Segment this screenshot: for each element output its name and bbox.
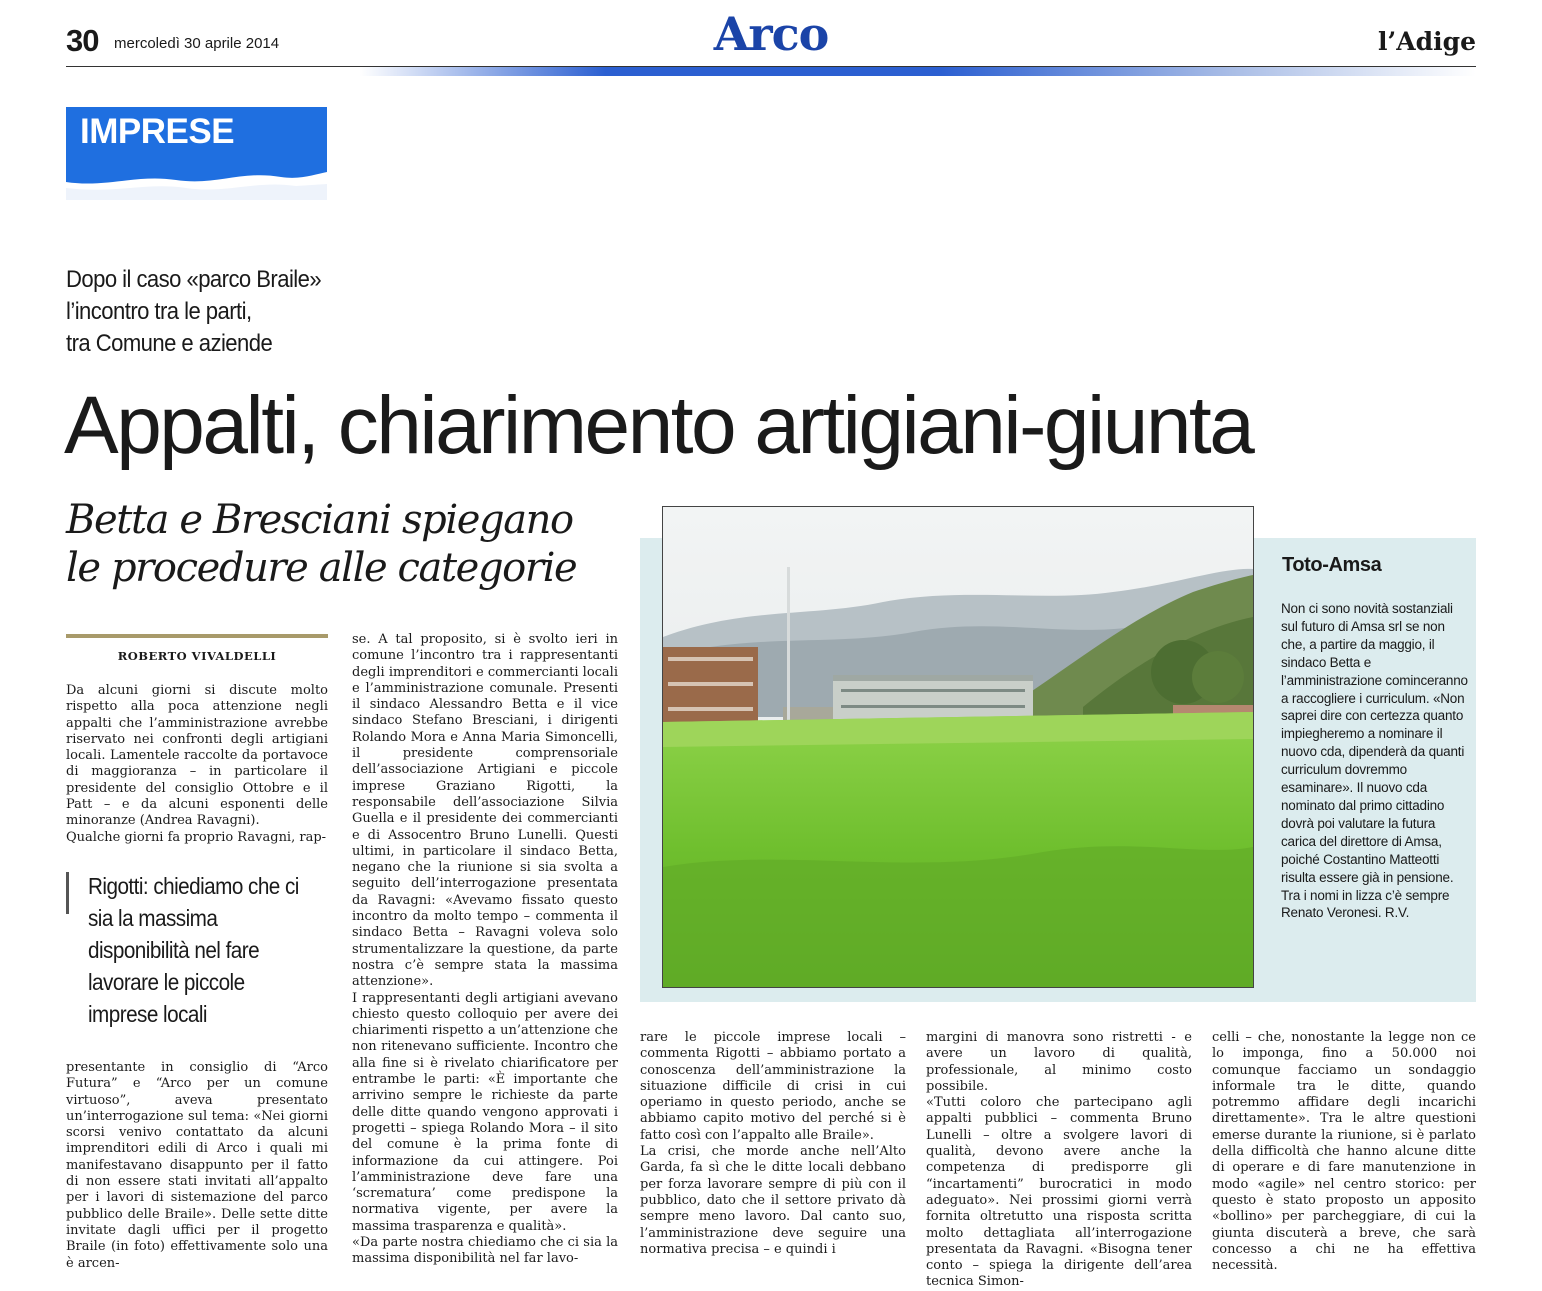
page-date: mercoledì 30 aprile 2014 xyxy=(114,35,280,52)
kicker-wave-edge xyxy=(66,168,327,200)
overline-line: l’incontro tra le parti, xyxy=(66,298,252,325)
article-column-1-top xyxy=(66,683,328,846)
paragraph: margini di manovra sono ristretti - e avere un lavoro di qualità, professionale, al minimo costo possibile. xyxy=(926,1030,1192,1094)
paragraph: presentante in consiglio di “Arco Futura” e “Arco per un comune virtuoso”, aveva presentato un’interrogazione sul tema: «Nei giorni scorsi venivo contattato da alcuni imprenditori edili di Arco i quali mi manifestavano disappunto per il fatto di non essere stati invitati all’appalto per i lavori di sistemazione del parco pubblico delle Braile». Delle sette ditte invitate dagli uffici per il progetto Braile (in foto) effettivamente solo una è arcen- xyxy=(66,1060,328,1271)
overline-line: Dopo il caso «parco Braile» xyxy=(66,266,322,293)
newspaper-name: l’Adige xyxy=(1378,27,1476,56)
paragraph: celli – che, nonostante la legge non ce lo imponga, fino a 50.000 noi comunque facciamo un sondaggio informale tra le ditte, quando potremmo affidare degli incarichi direttamente». Tra le altre questioni emerse durante la riunione, si è parlato della difficoltà che hanno alcune ditte di operare e di fare manutenzione in modo «agile» nel centro storico: per questo è stato proposto un apposito «bollino» per parcheggiare, di cui la giunta discuterà a breve, che sarà concesso a chi ne ha effettiva necessità. xyxy=(1212,1030,1476,1274)
sidebar-text: Non ci sono novità sostanziali sul futuro di Amsa srl se non che, a partire da maggio, il sindaco Betta e l’amministrazione cominceranno a raccogliere i curriculum. «Non saprei dire con certezza quanto impiegheremo a nominare il nuovo cda, dipenderà da quanti curriculum dovremmo esaminare». Il nuovo cda nominato dal primo cittadino dovrà poi valutare la futura carica del direttore di Amsa, poiché Costantino Matteotti risulta essere già in pensione. Tra i nomi in lizza c’è sempre Renato Veronesi. R.V. xyxy=(1281,601,1468,921)
paragraph: «Tutti coloro che partecipano agli appalti pubblici – commenta Bruno Lunelli – oltre a svolgere lavori di qualità, devono avere anche la competenza di predisporre gli “incartamenti” burocratici in modo adeguato». Nei prossimi giorni verrà fornita oltretutto una risposta scritta molto dettagliata all’interrogazione presentata da Ravagni. «Bisogna tener conto – spiega la dirigente dell’area tecnica Simon- xyxy=(926,1095,1192,1290)
section-title: Arco xyxy=(713,7,829,61)
paragraph: I rappresentanti degli artigiani avevano chiesto questo colloquio per avere dei chiarimenti rispetto a un’attenzione che non ritenevano sufficiente. Incontro che alla fine si è rivelato chiarificatore per entrambe le parti: «È importante che arrivino sempre le richieste da parte delle ditte quando vengono approvati i progetti – spiega Rolando Mora – il sito del comune è la prima fonte di informazione da cui attingere. Poi l’amministrazione deve fare una ‘scrematura’ come predispone la normativa vigente, per avere la massima trasparenza e qualità». xyxy=(352,990,618,1234)
paragraph: rare le piccole imprese locali – commenta Rigotti – abbiamo portato a conoscenza dell’amministrazione la situazione difficile di crisi in cui operiamo in questo periodo, anche se abbiamo capito motivo del perché si è fatto così con l’appalto alle Braile». xyxy=(640,1030,906,1143)
kicker-label: IMPRESE xyxy=(80,112,235,151)
subheadline xyxy=(66,496,636,592)
paragraph: La crisi, che morde anche nell’Alto Garda, fa sì che le ditte locali debbano per forza lavorare sempre di più con il pubblico, dato che il settore privato dà sempre meno lavoro. Dal canto suo, l’amministrazione deve seguire una normativa precisa – e quindi i xyxy=(640,1144,906,1257)
byline: ROBERTO VIVALDELLI xyxy=(117,649,277,663)
article-column-5 xyxy=(1212,1030,1476,1274)
byline-rule xyxy=(66,634,328,638)
article-column-2 xyxy=(352,632,618,1268)
landscape-image xyxy=(663,507,1253,987)
subheadline-line: Betta e Bresciani spiegano xyxy=(66,497,573,543)
masthead-color-bar xyxy=(360,67,1476,76)
pull-quote-bar xyxy=(66,872,69,914)
overline-line: tra Comune e aziende xyxy=(66,330,273,357)
sidebar-title: Toto-Amsa xyxy=(1282,554,1382,576)
article-column-1-bottom xyxy=(66,1060,328,1272)
paragraph: se. A tal proposito, si è svolto ieri in comune l’incontro tra i rappresentanti degli imprenditori e commercianti locali e l’amministrazione comunale. Presenti il sindaco Alessandro Betta e il vice sindaco Stefano Bresciani, i dirigenti Rolando Mora e Anna Maria Simoncelli, il presidente comprensoriale dell’associazione Artigiani e piccole imprese Graziano Rigotti, la responsabile dell’associazione Silvia Guella e il presidente dei commercianti e di Assocentro Bruno Lunelli. Questi ultimi, in particolare il sindaco Betta, negano che la riunione si sia svolta a seguito dell’interrogazione presentata da Ravagni: «Avevamo fissato questo incontro da molto tempo – commenta il sindaco Betta – Ravagni voleva solo strumentalizzare la questione, da parte nostra c’è sempre stata la massima attenzione». xyxy=(352,632,618,990)
paragraph: «Da parte nostra chiediamo che ci sia la massima disponibilità nel far lavo- xyxy=(352,1234,618,1267)
photo-parco-braile xyxy=(662,506,1254,988)
page-number: 30 xyxy=(66,23,99,58)
paragraph: Da alcuni giorni si discute molto rispetto alla poca attenzione negli appalti che l’amministrazione avrebbe riservato nei confronti degli artigiani locali. Lamentele raccolte da portavoce di maggioranza – in particolare il presidente del consiglio Ottobre e il Patt – e da alcuni esponenti delle minoranze (Andrea Ravagni). xyxy=(66,683,328,829)
subheadline-line: le procedure alle categorie xyxy=(66,545,577,591)
article-column-3 xyxy=(640,1030,906,1258)
overline xyxy=(66,264,342,360)
headline: Appalti, chiarimento artigiani-giunta xyxy=(64,380,1253,471)
pull-quote: Rigotti: chiediamo che ci sia la massima disponibilità nel fare lavorare le piccole imprese locali xyxy=(88,873,299,1027)
article-column-4 xyxy=(926,1030,1192,1291)
paragraph: Qualche giorni fa proprio Ravagni, rap- xyxy=(66,829,327,845)
